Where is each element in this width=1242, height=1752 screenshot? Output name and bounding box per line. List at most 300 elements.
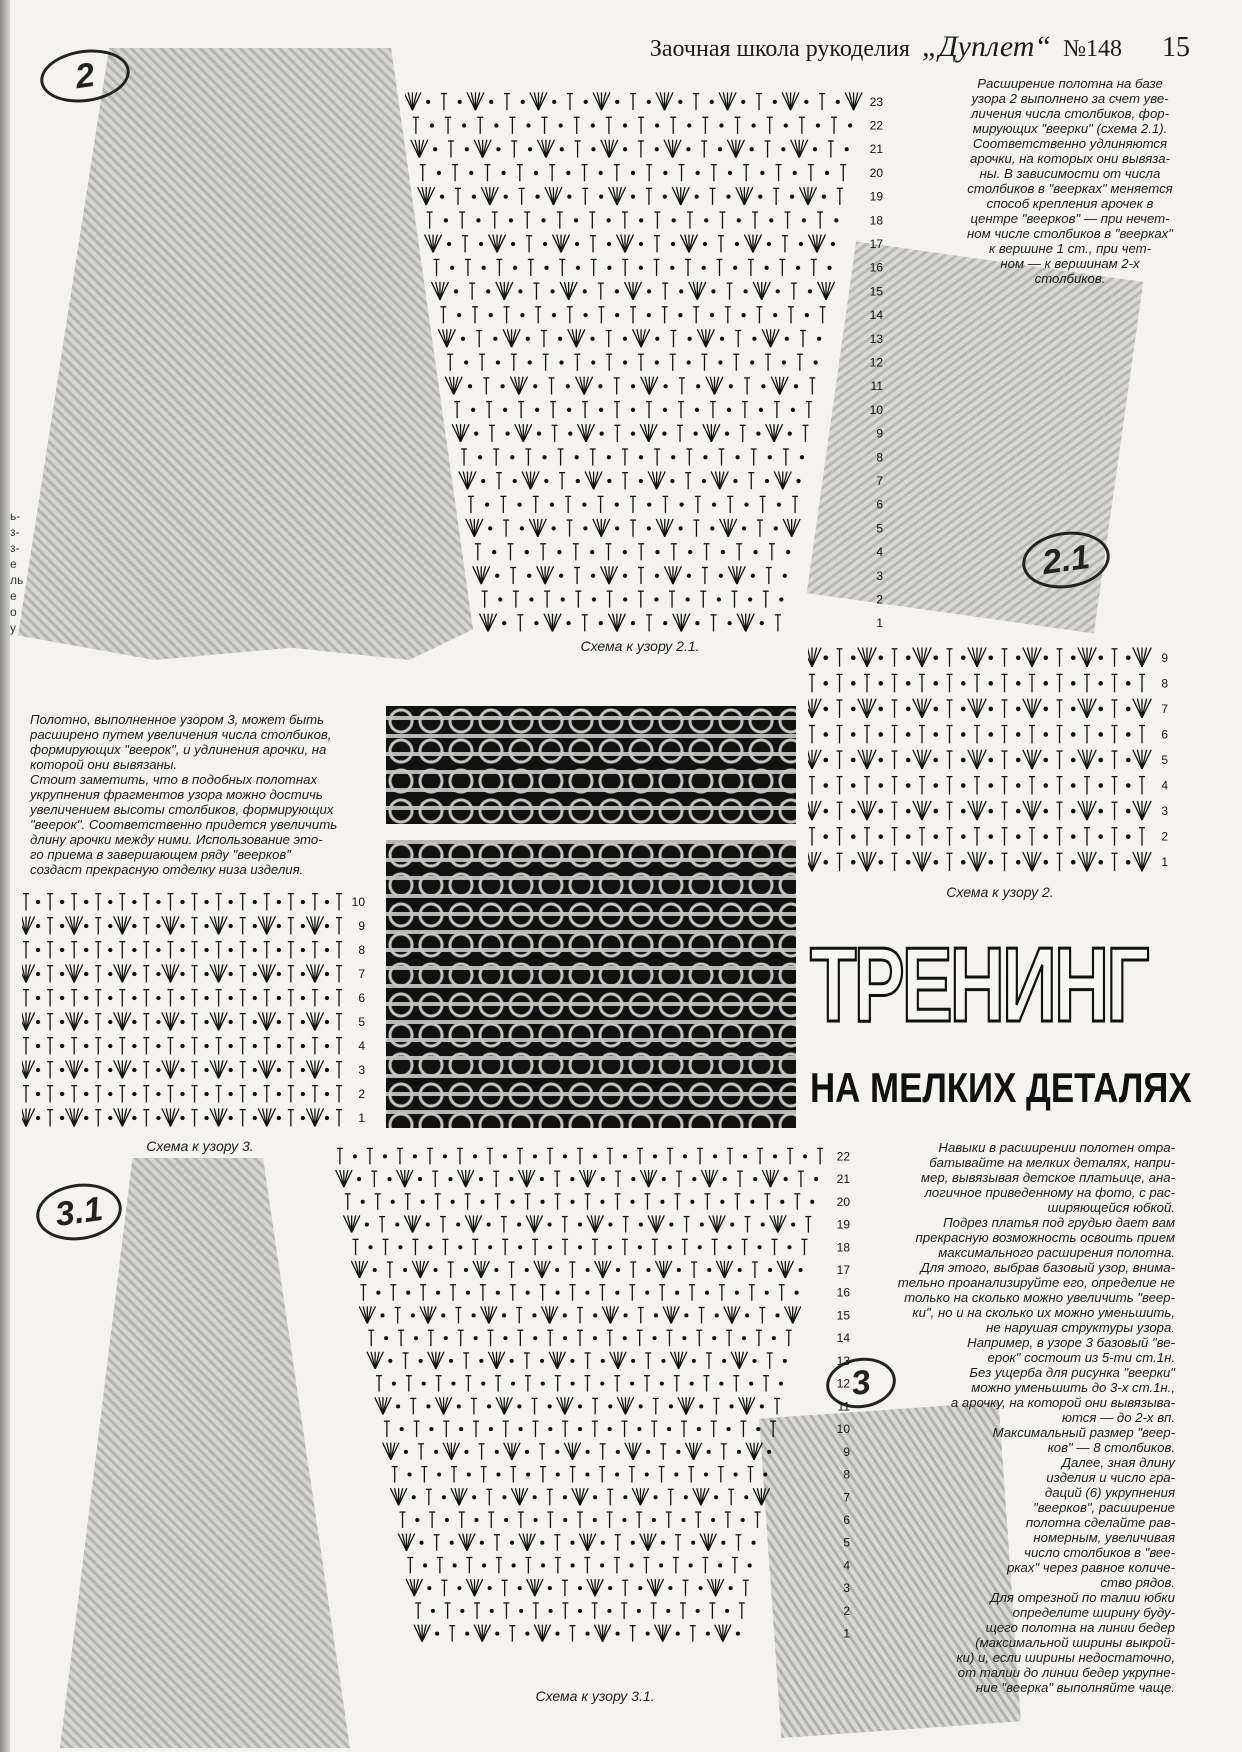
stitch-chain: [674, 1473, 678, 1477]
stitch-chain: [502, 1313, 506, 1317]
stitch-chain: [1016, 783, 1021, 788]
stitch-chain: [728, 171, 732, 175]
stitch-chain: [779, 1382, 783, 1386]
stitch-chain: [421, 1200, 425, 1204]
stitch-chain: [1016, 758, 1021, 763]
stitch-fan: [1133, 648, 1142, 667]
stitch-chain: [663, 408, 667, 412]
stitch-chain: [512, 1563, 516, 1567]
stitch-chain: [593, 1313, 597, 1317]
stitch-chain: [498, 597, 502, 601]
stitch-chain: [1071, 834, 1076, 839]
row-number-label: 13: [836, 1353, 850, 1368]
stitch-chain: [180, 900, 184, 904]
stitch-chain: [725, 431, 729, 435]
stitch-chain: [851, 655, 856, 660]
stitch-chain: [677, 1268, 681, 1272]
stitch-chain: [301, 1116, 305, 1120]
stitch-chain: [1126, 783, 1131, 788]
stitch-chain: [253, 1020, 257, 1024]
stitch-chain: [36, 1044, 40, 1048]
stitch-chain: [702, 266, 706, 270]
stitch-chain: [404, 1450, 408, 1454]
stitch-chain: [301, 1092, 305, 1096]
stitch-chain: [639, 1223, 643, 1227]
stitch-chain: [735, 1291, 739, 1295]
stitch-chain: [878, 834, 883, 839]
row-number-label: 10: [351, 895, 365, 909]
stitch-chain: [638, 1245, 642, 1249]
stitch-chain: [593, 1495, 597, 1499]
stitch-chain: [780, 1200, 784, 1204]
stitch-chain: [204, 996, 208, 1000]
stitch-chain: [823, 809, 828, 814]
stitch-chain: [623, 147, 627, 151]
stitch-chain: [566, 171, 570, 175]
stitch-chain: [437, 1473, 441, 1477]
stitch-chain: [647, 289, 651, 293]
stitch-chain: [639, 479, 643, 483]
stitch-chain: [639, 1404, 643, 1408]
chart-row: [398, 1534, 755, 1551]
stitch-chain: [464, 1268, 468, 1272]
stitch-chain: [654, 1495, 658, 1499]
stitch-chain: [1098, 834, 1103, 839]
stitch-chain: [204, 924, 208, 928]
row-number-label: 2: [843, 1603, 850, 1618]
row-number-label: 16: [836, 1285, 850, 1300]
stitch-chain: [450, 266, 454, 270]
stitch-fan: [812, 648, 821, 667]
stitch-chain: [758, 1245, 762, 1249]
stitch-chain: [667, 1427, 671, 1431]
stitch-chain: [769, 218, 773, 222]
stitch-chain: [773, 313, 777, 317]
stitch-chain: [760, 621, 764, 625]
stitch-chain: [400, 1427, 404, 1431]
stitch-chain: [672, 218, 676, 222]
caption-scheme-3-1: Схема к узору 3.1.: [535, 1688, 655, 1704]
stitch-chain: [734, 1473, 738, 1477]
stitch-chain: [108, 1092, 112, 1096]
stitch-chain: [607, 242, 611, 246]
stitch-chain: [653, 1336, 657, 1340]
stitch-chain: [357, 1177, 361, 1181]
stitch-chain: [698, 1586, 702, 1590]
chart-row: [447, 354, 818, 371]
stitch-chain: [933, 834, 938, 839]
stitch-chain: [36, 1068, 40, 1072]
row-number-label: 1: [876, 616, 883, 631]
stitch-chain: [1098, 681, 1103, 686]
stitch-chain: [774, 526, 778, 530]
stitch-chain: [793, 171, 797, 175]
stitch-chain: [418, 1177, 422, 1181]
stitch-chain: [630, 1200, 634, 1204]
stitch-chain: [655, 123, 659, 127]
stitch-fan: [1032, 801, 1041, 820]
stitch-chain: [132, 972, 136, 976]
stitch-chain: [765, 479, 769, 483]
stitch-chain: [398, 1245, 402, 1249]
stitch-chain: [600, 1200, 604, 1204]
stitch-chain: [479, 1177, 483, 1181]
stitch-chain: [511, 1382, 515, 1386]
stitch-chain: [615, 313, 619, 317]
stitch-chain: [555, 1632, 559, 1636]
stitch-chain: [775, 1313, 779, 1317]
stitch-chain: [1043, 809, 1048, 814]
stitch-chain: [520, 313, 524, 317]
stitch-chain: [1043, 860, 1048, 865]
stitch-chain: [733, 266, 737, 270]
row-number-label: 7: [1161, 701, 1168, 716]
stitch-chain: [461, 337, 465, 341]
stitch-chain: [668, 1245, 672, 1249]
stitch-chain: [1016, 809, 1021, 814]
stitch-chain: [686, 597, 690, 601]
stitch-chain: [795, 1291, 799, 1295]
stitch-chain: [472, 1313, 476, 1317]
stitch-chain: [988, 655, 993, 660]
stitch-chain: [60, 1092, 64, 1096]
stitch-chain: [961, 834, 966, 839]
chart-row: [22, 964, 342, 982]
stitch-chain: [550, 289, 554, 293]
stitch-fan: [867, 801, 876, 820]
chart-row: [454, 402, 812, 419]
chart-row: [407, 1558, 751, 1574]
stitch-chain: [622, 1518, 626, 1522]
stitch-chain: [786, 550, 790, 554]
stitch-chain: [376, 1291, 380, 1295]
stitch-chain: [671, 242, 675, 246]
stitch-chain: [823, 655, 828, 660]
stitch-chain: [1126, 809, 1131, 814]
chart-row: [23, 1038, 342, 1055]
stitch-chain: [541, 218, 545, 222]
chart-row: [375, 1397, 780, 1414]
stitch-chain: [1098, 732, 1103, 737]
stitch-chain: [591, 123, 595, 127]
stitch-chain: [600, 1382, 604, 1386]
stitch-chain: [616, 1268, 620, 1272]
stitch-fan: [812, 750, 821, 769]
stitch-chain: [686, 147, 690, 151]
stitch-fan: [812, 801, 821, 820]
stitch-chain: [608, 1404, 612, 1408]
stitch-chain: [277, 1116, 281, 1120]
stitch-chain: [462, 123, 466, 127]
header-issue: №148: [1063, 36, 1122, 62]
stitch-chain: [502, 621, 506, 625]
stitch-chain: [690, 1200, 694, 1204]
stitch-chain: [528, 360, 532, 364]
stitch-chain: [718, 360, 722, 364]
stitch-chain: [132, 948, 136, 952]
stitch-chain: [474, 1336, 478, 1340]
row-number-label: 8: [358, 943, 365, 957]
stitch-chain: [510, 455, 514, 459]
stitch-chain: [1071, 860, 1076, 865]
stitch-fan: [1023, 852, 1032, 871]
stitch-chain: [758, 194, 762, 198]
stitch-chain: [646, 1450, 650, 1454]
stitch-chain: [598, 384, 602, 388]
stitch-fan: [922, 648, 931, 667]
chart-row: [392, 1467, 768, 1483]
stitch-chain: [503, 1154, 507, 1158]
row-number-label: 18: [869, 213, 883, 228]
stitch-chain: [729, 384, 733, 388]
stitch-chain: [1016, 732, 1021, 737]
row-number-label: 2: [1161, 829, 1168, 844]
stitch-chain: [933, 681, 938, 686]
stitch-chain: [527, 574, 531, 578]
stitch-chain: [501, 171, 505, 175]
stitch-chain: [529, 597, 533, 601]
badge-pattern-3: 3: [823, 1353, 899, 1412]
stitch-chain: [851, 783, 856, 788]
stitch-chain: [451, 1200, 455, 1204]
stitch-chain: [722, 1359, 726, 1363]
stitch-chain: [823, 732, 828, 737]
stitch-chain: [933, 809, 938, 814]
stitch-chain: [752, 1359, 756, 1363]
stitch-chain: [204, 1044, 208, 1048]
stitch-fan: [968, 648, 977, 667]
stitch-chain: [768, 1268, 772, 1272]
stitch-chain: [301, 1044, 305, 1048]
stitch-fan: [858, 801, 867, 820]
stitch-chain: [436, 1291, 440, 1295]
stitch-chain: [1126, 655, 1131, 660]
stitch-chain: [387, 1177, 391, 1181]
stitch-chain: [765, 1291, 769, 1295]
stitch-chain: [743, 289, 747, 293]
stitch-chain: [1126, 834, 1131, 839]
row-number-label: 5: [843, 1535, 850, 1550]
stitch-chain: [180, 1068, 184, 1072]
row-number-label: 22: [836, 1149, 850, 1164]
stitch-chain: [699, 1404, 703, 1408]
stitch-fan: [867, 852, 876, 871]
stitch-chain: [481, 479, 485, 483]
chart-row: [425, 235, 836, 253]
stitch-chain: [558, 123, 562, 127]
row-number-label: 7: [358, 967, 365, 981]
stitch-chain: [578, 1223, 582, 1227]
stitch-chain: [1071, 783, 1076, 788]
stitch-chain: [204, 948, 208, 952]
stitch-chain: [719, 574, 723, 578]
stitch-chain: [763, 1473, 767, 1477]
stitch-chain: [686, 360, 690, 364]
row-number-label: 4: [843, 1558, 850, 1573]
stitch-chain: [760, 1404, 764, 1408]
stitch-chain: [744, 1495, 748, 1499]
stitch-chain: [1043, 732, 1048, 737]
stitch-chain: [823, 758, 828, 763]
stitch-chain: [851, 758, 856, 763]
stitch-chain: [728, 1245, 732, 1249]
stitch-chain: [444, 1336, 448, 1340]
stitch-chain: [593, 1336, 597, 1340]
stitch-chain: [509, 1177, 513, 1181]
stitch-chain: [180, 924, 184, 928]
stitch-chain: [253, 996, 257, 1000]
stitch-chain: [1098, 783, 1103, 788]
stitch-chain: [556, 1473, 560, 1477]
stitch-chain: [655, 574, 659, 578]
stitch-chain: [788, 431, 792, 435]
stitch-chain: [528, 147, 532, 151]
stitch-chain: [575, 242, 579, 246]
stitch-chain: [511, 242, 515, 246]
stitch-chain: [132, 1116, 136, 1120]
stitch-chain: [228, 924, 232, 928]
stitch-chain: [630, 1563, 634, 1567]
stitch-chain: [817, 337, 821, 341]
stitch-chain: [783, 574, 787, 578]
stitch-chain: [180, 1116, 184, 1120]
stitch-chain: [687, 574, 691, 578]
stitch-chain: [552, 100, 556, 104]
stitch-chain: [388, 1359, 392, 1363]
stitch-chain: [301, 996, 305, 1000]
chart-row: [367, 1352, 787, 1369]
stitch-chain: [156, 924, 160, 928]
stitch-chain: [585, 1632, 589, 1636]
stitch-chain: [851, 809, 856, 814]
chart-row: [383, 1443, 772, 1460]
stitch-chain: [489, 1427, 493, 1431]
stitch-chain: [663, 384, 667, 388]
chart-row: [809, 828, 1145, 846]
stitch-chain: [473, 1154, 477, 1158]
stitch-chain: [559, 574, 563, 578]
chart-row: [390, 1488, 769, 1505]
stitch-chain: [831, 242, 835, 246]
stitch-chain: [741, 100, 745, 104]
stitch-chain: [733, 479, 737, 483]
stitch-chain: [750, 360, 754, 364]
stitch-chain: [601, 1541, 605, 1545]
stitch-chain: [878, 809, 883, 814]
row-number-label: 9: [843, 1444, 850, 1459]
chart-row: [336, 1170, 819, 1187]
stitch-chain: [705, 1291, 709, 1295]
stitch-chain: [608, 1245, 612, 1249]
stitch-chain: [578, 1404, 582, 1408]
stitch-chain: [741, 313, 745, 317]
stitch-chain: [253, 972, 257, 976]
stitch-chain: [472, 1495, 476, 1499]
stitch-chain: [156, 1092, 160, 1096]
stitch-chain: [790, 194, 794, 198]
chart-row: [445, 377, 815, 395]
stitch-chain: [325, 1020, 329, 1024]
stitch-chain: [465, 147, 469, 151]
stitch-chain: [403, 1268, 407, 1272]
stitch-chain: [723, 1177, 727, 1181]
stitch-chain: [1126, 860, 1131, 865]
stitch-chain: [277, 972, 281, 976]
stitch-chain: [431, 1609, 435, 1613]
stitch-chain: [988, 834, 993, 839]
stitch-chain: [586, 1268, 590, 1272]
stitch-chain: [433, 147, 437, 151]
chart-row: [440, 307, 825, 324]
stitch-chain: [661, 1359, 665, 1363]
stitch-chain: [519, 1427, 523, 1431]
stitch-chain: [36, 900, 40, 904]
stitch-chain: [434, 1450, 438, 1454]
row-number-label: 19: [869, 189, 883, 204]
stitch-chain: [799, 242, 803, 246]
stitch-chain: [623, 1336, 627, 1340]
stitch-chain: [301, 948, 305, 952]
stitch-chain: [655, 360, 659, 364]
stitch-chain: [961, 809, 966, 814]
stitch-chain: [156, 996, 160, 1000]
stitch-chain: [878, 860, 883, 865]
stitch-chain: [427, 1586, 431, 1590]
stitch-chain: [456, 1223, 460, 1227]
stitch-chain: [823, 707, 828, 712]
stitch-chain: [465, 1632, 469, 1636]
stitch-chain: [435, 1632, 439, 1636]
stitch-chain: [513, 479, 517, 483]
stitch-chain: [395, 1223, 399, 1227]
stitch-chain: [591, 360, 595, 364]
stitch-chain: [180, 1020, 184, 1024]
stitch-chain: [639, 242, 643, 246]
stitch-chain: [544, 479, 548, 483]
stitch-chain: [228, 972, 232, 976]
stitch-fan: [1133, 750, 1142, 769]
stitch-chain: [502, 1495, 506, 1499]
stitch-chain: [1043, 681, 1048, 686]
stitch-chain: [228, 900, 232, 904]
stitch-chain: [631, 194, 635, 198]
stitch-chain: [714, 1495, 718, 1499]
stitch-chain: [585, 1473, 589, 1477]
stitch-chain: [988, 860, 993, 865]
stitch-chain: [1098, 655, 1103, 660]
stitch-chain: [519, 1609, 523, 1613]
stitch-fan: [1023, 699, 1032, 718]
stitch-chain: [540, 1359, 544, 1363]
stitch-chain: [563, 1518, 567, 1522]
stitch-fan: [1078, 852, 1087, 871]
stitch-chain: [253, 924, 257, 928]
stitch-chain: [777, 503, 781, 507]
stitch-fan: [812, 852, 821, 871]
stitch-chain: [646, 1268, 650, 1272]
stitch-chain: [736, 1632, 740, 1636]
stitch-chain: [615, 1473, 619, 1477]
stitch-chain: [563, 1313, 567, 1317]
badge-pattern-2-1: 2.1: [1019, 526, 1114, 594]
stitch-chain: [679, 289, 683, 293]
stitch-chain: [623, 360, 627, 364]
row-number-label: 6: [843, 1513, 850, 1527]
stitch-chain: [988, 783, 993, 788]
stitch-chain: [961, 681, 966, 686]
stitch-chain: [655, 550, 659, 554]
stitch-fan: [858, 750, 867, 769]
